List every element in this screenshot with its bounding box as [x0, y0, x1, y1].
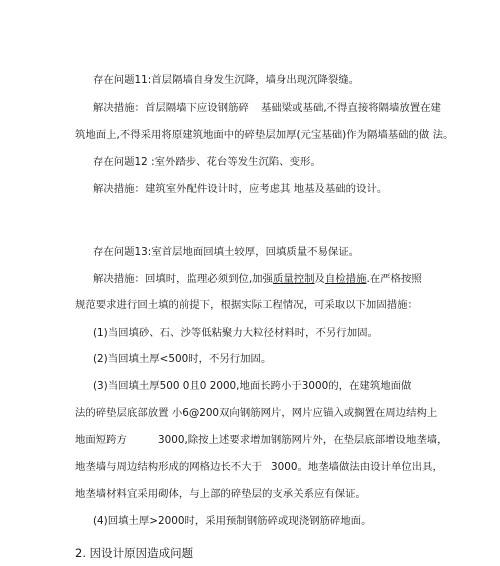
solution-13-line-1 — [93, 272, 422, 286]
measure-3-line-1: (3)当回填土厚500 0且0 2000,地面长跨小于3000的，在建筑地面做 — [93, 380, 412, 392]
self-check-text: 自检措施 — [324, 273, 367, 285]
and-text: 及 — [314, 273, 325, 285]
solution-11-continuation: 筑地面上,不得采用将原建筑地面中的碎垫层加厚(元宝基础)作为隔墙基础的做 法。 — [75, 129, 454, 141]
solution-13-line-2: 规范要求进行回土填的前提下，根据实际工程情况，可采取以下加固措施： — [75, 299, 418, 311]
solution-11-part-2: 基础梁或基础,不得直接将隔墙放置在建 — [261, 102, 441, 114]
measure-3-line-4-part-2: 3000。地垄墙做法由设计单位出具， — [271, 461, 443, 473]
measure-3-line-3-part-1: 地面短跨方 — [75, 434, 127, 446]
measure-2: (2)当回填土厚<500时，不另行加固。 — [93, 353, 272, 365]
section-heading: 2. 因设计原因造成问题 — [75, 546, 194, 560]
measure-4: (4)回填土厚>2000时，采用预制钢筋碎或现浇钢筋碎地面。 — [93, 515, 372, 527]
measure-1: (1)当回填砂、石、沙等低粘聚力大粒径材料时，不另行加固。 — [93, 327, 378, 339]
issue-13-text: 存在问题13:室首层地面回填土较厚，回填质量不易保证。 — [93, 246, 360, 258]
measure-3-line-5: 地垄墙材料宜采用砌体，与上部的碎垫层的支承关系应有保证。 — [75, 488, 366, 500]
solution-12-text: 解决措施：建筑室外配件设计时，应考虑其 地基及基础的设计。 — [93, 183, 388, 195]
measure-3-line-3-part-2: 3000,除按上述要求增加钢筋网片外，在垫层底部增设地垄墙， — [158, 434, 448, 446]
issue-12-text: 存在问题12 :室外踏步、花台等发生沉陷、变形。 — [93, 156, 321, 168]
issue-11-text: 存在问题11:首层隔墙自身发生沉降，墙身出现沉降裂缝。 — [93, 74, 360, 86]
measure-3-line-4-part-1: 地垄墙与周边结构形成的网格边长不大于 — [75, 461, 263, 473]
solution-11-part-1: 解决措施：首层隔墙下应设钢筋碎 — [93, 102, 249, 114]
measure-3-line-2: 法的碎垫层底部放置 小6@200双向钢筋网片，网片应锚入或搁置在周边结构上 — [75, 407, 438, 419]
strict-compliance-text: .在严格按照 — [366, 273, 422, 285]
solution-13-prefix: 解决措施：回填时，监理必须到位,加强 — [93, 273, 273, 285]
quality-control-text: 质量控制 — [272, 273, 315, 285]
